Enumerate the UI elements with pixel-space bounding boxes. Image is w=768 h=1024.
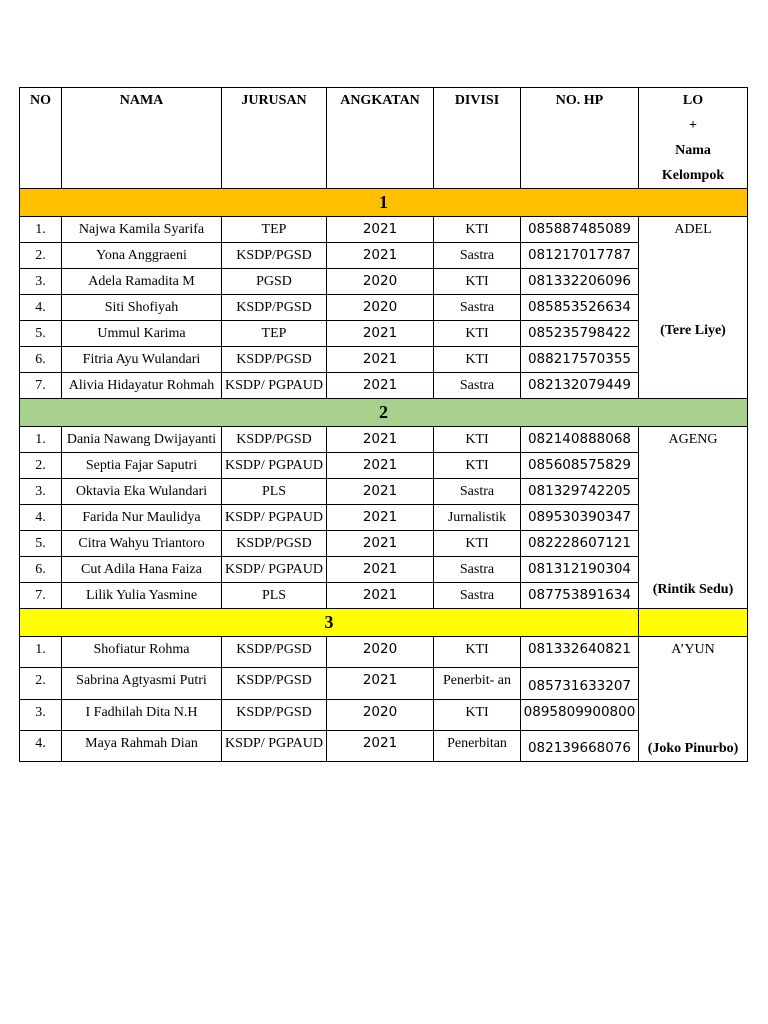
cell-divisi: KTI [434, 347, 521, 373]
cell-hp: 082228607121 [521, 531, 639, 557]
cell-angkatan: 2021 [327, 730, 434, 761]
cell-angkatan: 2021 [327, 453, 434, 479]
lo-spacer [639, 452, 747, 577]
cell-divisi: KTI [434, 217, 521, 243]
header-hp: NO. HP [521, 88, 639, 189]
cell-angkatan: 2021 [327, 321, 434, 347]
cell-no: 2. [20, 668, 62, 699]
cell-angkatan: 2021 [327, 479, 434, 505]
cell-no: 3. [20, 269, 62, 295]
cell-divisi: KTI [434, 453, 521, 479]
cell-divisi: KTI [434, 637, 521, 668]
member-table [19, 87, 748, 762]
header-no: NO [20, 88, 62, 189]
table-row [20, 321, 748, 347]
cell-hp: 081332206096 [521, 269, 639, 295]
lo-spacer [639, 242, 747, 318]
cell-nama: Najwa Kamila Syarifa [62, 217, 222, 243]
cell-jurusan: KSDP/PGSD [222, 699, 327, 730]
cell-hp: 085887485089 [521, 217, 639, 243]
cell-jurusan: KSDP/PGSD [222, 637, 327, 668]
cell-nama: Alivia Hidayatur Rohmah [62, 373, 222, 399]
cell-nama: Cut Adila Hana Faiza [62, 557, 222, 583]
cell-hp: 081312190304 [521, 557, 639, 583]
table-row [20, 531, 748, 557]
lo-name: AGENG [668, 432, 718, 447]
table-row [20, 583, 748, 609]
lo-cell [639, 427, 748, 609]
cell-nama: Maya Rahmah Dian [62, 730, 222, 761]
header-divisi: DIVISI [434, 88, 521, 189]
cell-nama: Yona Anggraeni [62, 243, 222, 269]
lo-name: A’YUN [671, 642, 715, 657]
cell-jurusan: KSDP/PGSD [222, 427, 327, 453]
cell-jurusan: KSDP/PGSD [222, 295, 327, 321]
cell-no: 2. [20, 453, 62, 479]
header-row [20, 88, 748, 189]
cell-no: 6. [20, 347, 62, 373]
cell-divisi: Jurnalistik [434, 505, 521, 531]
cell-no: 3. [20, 479, 62, 505]
cell-divisi: Penerbitan [434, 730, 521, 761]
cell-jurusan: KSDP/ PGPAUD [222, 373, 327, 399]
header-lo-line: Nama [675, 143, 711, 158]
cell-divisi: Penerbit- an [434, 668, 521, 699]
cell-nama: Citra Wahyu Triantoro [62, 531, 222, 557]
cell-nama: Shofiatur Rohma [62, 637, 222, 668]
cell-nama: I Fadhilah Dita N.H [62, 699, 222, 730]
cell-hp: 0895809900800 [521, 699, 639, 730]
cell-jurusan: PLS [222, 479, 327, 505]
cell-jurusan: KSDP/ PGPAUD [222, 557, 327, 583]
cell-nama: Ummul Karima [62, 321, 222, 347]
cell-nama: Farida Nur Maulidya [62, 505, 222, 531]
cell-angkatan: 2021 [327, 668, 434, 699]
cell-no: 7. [20, 583, 62, 609]
cell-jurusan: TEP [222, 217, 327, 243]
cell-hp: 085608575829 [521, 453, 639, 479]
cell-jurusan: KSDP/ PGPAUD [222, 505, 327, 531]
cell-angkatan: 2021 [327, 373, 434, 399]
header-jurusan: JURUSAN [222, 88, 327, 189]
cell-hp: 089530390347 [521, 505, 639, 531]
group-header-row [20, 399, 748, 427]
cell-angkatan: 2021 [327, 583, 434, 609]
cell-hp: 081217017787 [521, 243, 639, 269]
group-number: 1 [20, 189, 748, 217]
cell-hp: 082132079449 [521, 373, 639, 399]
table-row [20, 269, 748, 295]
cell-angkatan: 2020 [327, 637, 434, 668]
cell-no: 4. [20, 730, 62, 761]
cell-hp: 082139668076 [521, 730, 639, 761]
cell-angkatan: 2021 [327, 243, 434, 269]
table-row [20, 295, 748, 321]
cell-jurusan: KSDP/PGSD [222, 531, 327, 557]
header-lo-line: Kelompok [661, 168, 725, 183]
table-row [20, 347, 748, 373]
group-number: 2 [20, 399, 748, 427]
cell-hp: 085731633207 [521, 668, 639, 699]
cell-no: 6. [20, 557, 62, 583]
lo-group-name: (Rintik Sedu) [652, 582, 734, 597]
header-lo [639, 88, 748, 189]
cell-angkatan: 2021 [327, 217, 434, 243]
cell-jurusan: KSDP/PGSD [222, 668, 327, 699]
table-row [20, 217, 748, 243]
cell-nama: Oktavia Eka Wulandari [62, 479, 222, 505]
cell-jurusan: TEP [222, 321, 327, 347]
table-row [20, 637, 748, 668]
group-lo-spacer [639, 609, 748, 637]
cell-no: 4. [20, 505, 62, 531]
lo-spacer [639, 662, 747, 736]
cell-no: 4. [20, 295, 62, 321]
group-number: 3 [20, 609, 639, 637]
cell-divisi: Sastra [434, 243, 521, 269]
group-header-row [20, 609, 748, 637]
cell-no: 1. [20, 427, 62, 453]
cell-divisi: KTI [434, 427, 521, 453]
cell-nama: Dania Nawang Dwijayanti [62, 427, 222, 453]
cell-divisi: KTI [434, 531, 521, 557]
table-row [20, 730, 748, 761]
cell-nama: Fitria Ayu Wulandari [62, 347, 222, 373]
cell-no: 5. [20, 531, 62, 557]
cell-hp: 082140888068 [521, 427, 639, 453]
lo-name: ADEL [674, 222, 712, 237]
cell-angkatan: 2021 [327, 347, 434, 373]
lo-cell [639, 217, 748, 399]
cell-jurusan: KSDP/PGSD [222, 347, 327, 373]
lo-group-name: (Tere Liye) [660, 323, 726, 338]
cell-jurusan: PLS [222, 583, 327, 609]
cell-angkatan: 2021 [327, 531, 434, 557]
cell-angkatan: 2020 [327, 295, 434, 321]
cell-no: 2. [20, 243, 62, 269]
group-header-row [20, 189, 748, 217]
header-lo-line: LO [682, 93, 704, 108]
cell-divisi: KTI [434, 269, 521, 295]
cell-hp: 081329742205 [521, 479, 639, 505]
table-row [20, 668, 748, 699]
header-angkatan: ANGKATAN [327, 88, 434, 189]
cell-nama: Sabrina Agtyasmi Putri [62, 668, 222, 699]
table-body [20, 189, 748, 762]
lo-group-name: (Joko Pinurbo) [647, 741, 739, 756]
cell-hp: 085235798422 [521, 321, 639, 347]
cell-divisi: Sastra [434, 479, 521, 505]
cell-divisi: KTI [434, 699, 521, 730]
table-row [20, 699, 748, 730]
cell-angkatan: 2021 [327, 427, 434, 453]
cell-angkatan: 2020 [327, 699, 434, 730]
table-row [20, 373, 748, 399]
table-row [20, 479, 748, 505]
header-nama: NAMA [62, 88, 222, 189]
cell-nama: Adela Ramadita M [62, 269, 222, 295]
cell-no: 5. [20, 321, 62, 347]
cell-hp: 088217570355 [521, 347, 639, 373]
table-row [20, 243, 748, 269]
cell-divisi: Sastra [434, 373, 521, 399]
cell-jurusan: KSDP/PGSD [222, 243, 327, 269]
cell-no: 1. [20, 637, 62, 668]
cell-divisi: Sastra [434, 557, 521, 583]
header-lo-line: + [689, 118, 697, 133]
cell-hp: 087753891634 [521, 583, 639, 609]
lo-cell [639, 637, 748, 762]
table-row [20, 427, 748, 453]
cell-jurusan: PGSD [222, 269, 327, 295]
cell-hp: 081332640821 [521, 637, 639, 668]
cell-divisi: Sastra [434, 583, 521, 609]
cell-no: 7. [20, 373, 62, 399]
cell-divisi: Sastra [434, 295, 521, 321]
cell-nama: Septia Fajar Saputri [62, 453, 222, 479]
table-row [20, 505, 748, 531]
table-row [20, 453, 748, 479]
cell-hp: 085853526634 [521, 295, 639, 321]
cell-no: 3. [20, 699, 62, 730]
cell-angkatan: 2021 [327, 505, 434, 531]
cell-divisi: KTI [434, 321, 521, 347]
cell-jurusan: KSDP/ PGPAUD [222, 453, 327, 479]
cell-no: 1. [20, 217, 62, 243]
cell-nama: Lilik Yulia Yasmine [62, 583, 222, 609]
cell-angkatan: 2021 [327, 557, 434, 583]
cell-angkatan: 2020 [327, 269, 434, 295]
cell-jurusan: KSDP/ PGPAUD [222, 730, 327, 761]
table-row [20, 557, 748, 583]
cell-nama: Siti Shofiyah [62, 295, 222, 321]
